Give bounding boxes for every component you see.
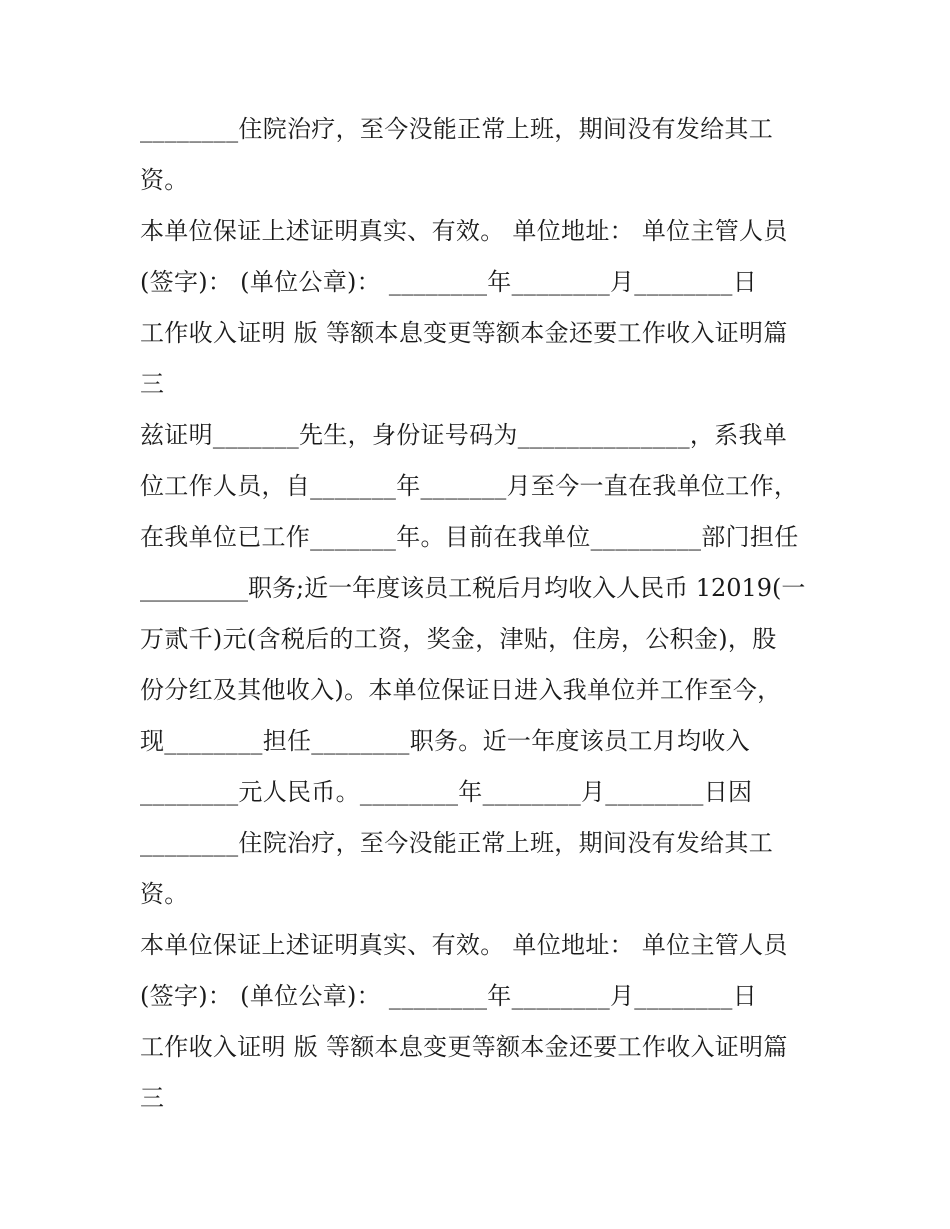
text-line: 三	[140, 370, 165, 398]
text-line: 工作收入证明 版 等额本息变更等额本金还要工作收入证明篇	[140, 1033, 788, 1061]
text-line: (签字)： (单位公章)： ________年________月________日	[140, 268, 758, 296]
text-line: ________住院治疗，至今没能正常上班，期间没有发给其工	[140, 829, 773, 857]
text-line: 份分红及其他收入)。本单位保证日进入我单位并工作至今，	[140, 676, 782, 704]
text-line: 资。	[140, 880, 189, 908]
text-line: 万贰千)元(含税后的工资，奖金，津贴，住房，公积金)，股	[140, 625, 777, 653]
text-line: ________元人民币。________年________月________日因	[140, 778, 753, 806]
text-line: _________职务;近一年度该员工税后月均收入人民币 12019(一	[140, 574, 806, 602]
text-line: 三	[140, 1084, 165, 1112]
text-line: 在我单位已工作_______年。目前在我单位_________部门担任	[140, 523, 799, 551]
text-line: 资。	[140, 166, 189, 194]
text-line: 位工作人员，自_______年_______月至今一直在我单位工作，	[140, 472, 799, 500]
text-line: 现________担任________职务。近一年度该员工月均收入	[140, 727, 750, 755]
text-line: 本单位保证上述证明真实、有效。 单位地址： 单位主管人员	[140, 931, 788, 959]
text-line: (签字)： (单位公章)： ________年________月________日	[140, 982, 758, 1010]
text-line: 工作收入证明 版 等额本息变更等额本金还要工作收入证明篇	[140, 319, 788, 347]
text-line: 兹证明_______先生，身份证号码为______________，系我单	[140, 421, 788, 449]
text-line: ________住院治疗，至今没能正常上班，期间没有发给其工	[140, 115, 773, 143]
text-line: 本单位保证上述证明真实、有效。 单位地址： 单位主管人员	[140, 217, 788, 245]
document-page	[140, 104, 805, 1124]
